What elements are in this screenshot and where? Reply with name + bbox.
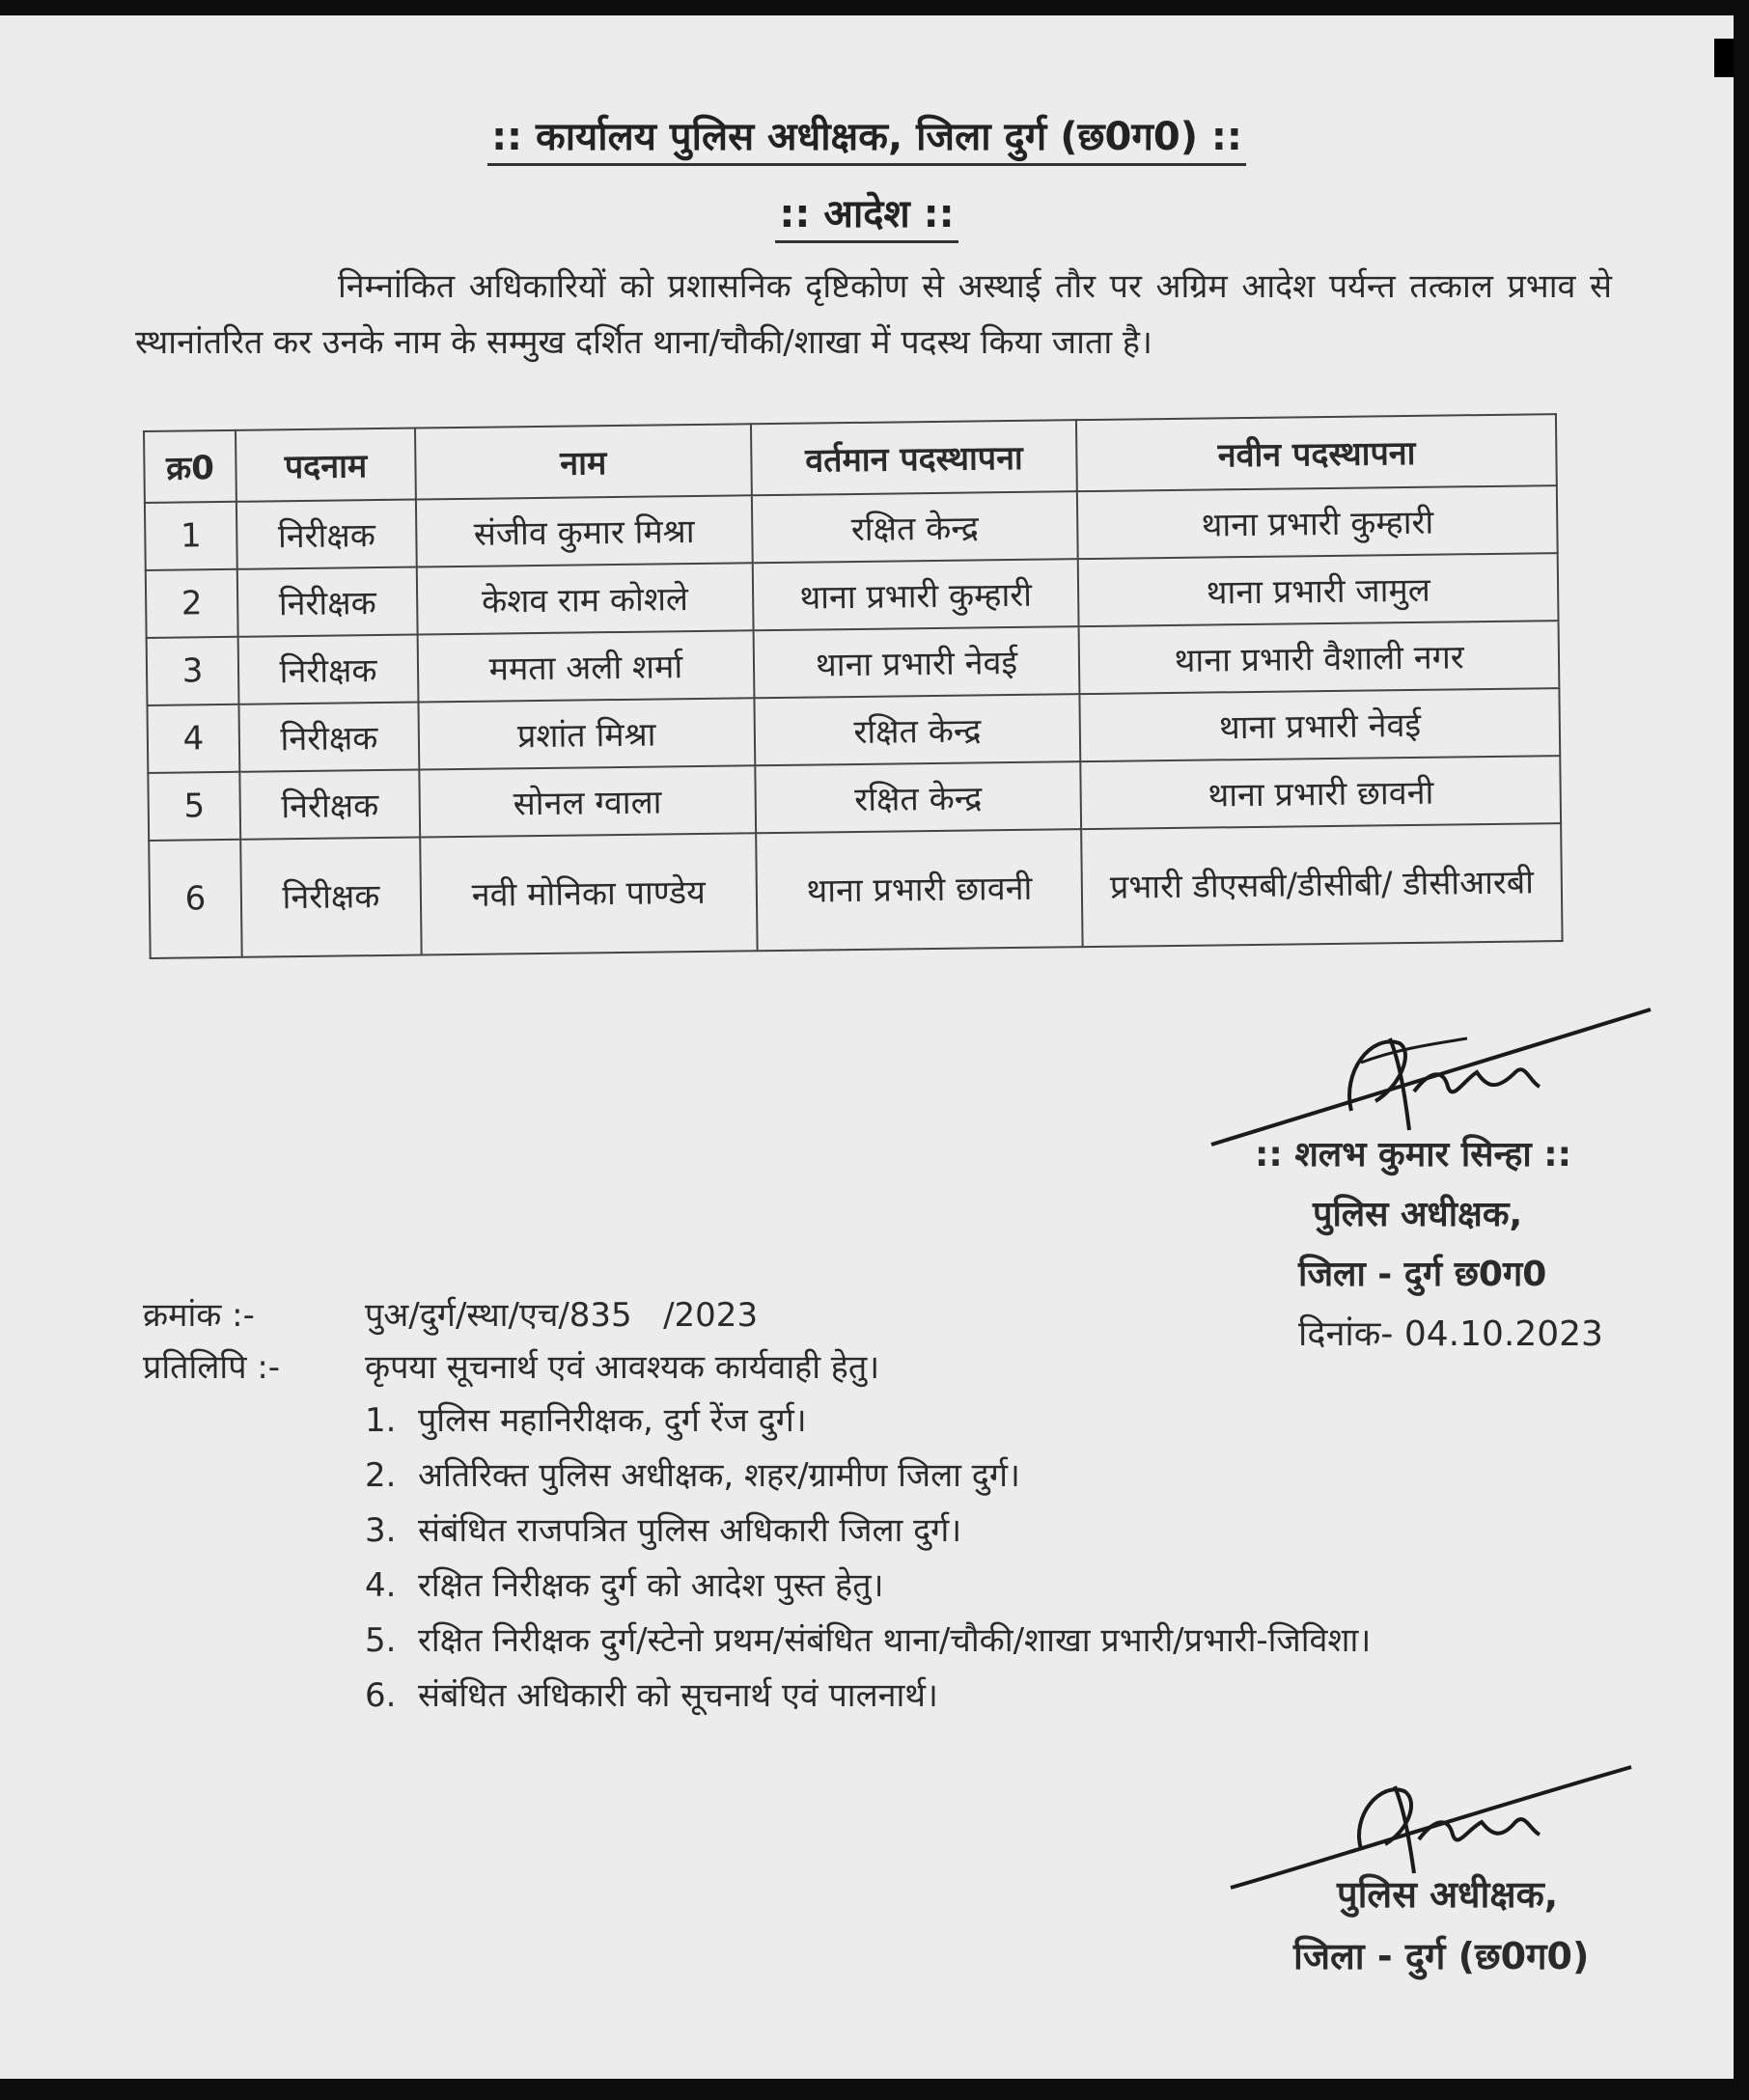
order-date: दिनांक- 04.10.2023 xyxy=(1298,1314,1603,1354)
footer-district: जिला - दुर्ग (छ0ग0) xyxy=(1293,1935,1590,1977)
reference-number-label: क्रमांक :- xyxy=(143,1296,255,1335)
copy-recipients-list xyxy=(365,1394,1371,1724)
cell-serial: 6 xyxy=(149,840,242,958)
cell-designation: निरीक्षक xyxy=(238,635,419,705)
list-item: 5. रक्षित निरीक्षक दुर्ग/स्टेनो प्रथम/संबंधित थाना/चौकी/शाखा प्रभारी/प्रभारी-जिविशा। xyxy=(365,1621,1372,1660)
signatory-district: जिला - दुर्ग छ0ग0 xyxy=(1298,1255,1547,1294)
document-page xyxy=(0,15,1734,2079)
signatory-block xyxy=(1255,1125,1603,1365)
cell-serial: 2 xyxy=(146,569,238,638)
cell-new-posting: थाना प्रभारी जामुल xyxy=(1078,553,1558,626)
cell-name: ममता अली शर्मा xyxy=(418,630,755,702)
list-item: 6. संबंधित अधिकारी को सूचनार्थ एवं पालनार्थ। xyxy=(365,1676,938,1715)
copy-text: कृपया सूचनार्थ एवं आवश्यक कार्यवाही हेतु। xyxy=(365,1348,880,1387)
signatory-name: :: शलभ कुमार सिन्हा :: xyxy=(1255,1135,1572,1174)
copy-row xyxy=(143,1341,879,1394)
cell-new-posting: थाना प्रभारी नेवई xyxy=(1080,688,1560,761)
header-new-posting: नवीन पदस्थापना xyxy=(1076,414,1557,491)
footer-signatory-block xyxy=(1293,1864,1589,1987)
scan-bottom-edge xyxy=(0,2079,1749,2100)
cell-serial: 4 xyxy=(147,705,239,773)
cell-designation: निरीक्षक xyxy=(237,567,418,637)
cell-designation: निरीक्षक xyxy=(239,770,420,840)
cell-current-posting: रक्षित केन्द्र xyxy=(755,761,1081,833)
transfer-table xyxy=(143,413,1564,959)
cell-new-posting: प्रभारी डीएसबी/डीसीबी/ डीसीआरबी xyxy=(1081,823,1562,947)
table-row xyxy=(149,823,1562,958)
list-item: 2. अतिरिक्त पुलिस अधीक्षक, शहर/ग्रामीण जिला दुर्ग। xyxy=(365,1456,1020,1495)
header-current-posting: वर्तमान पदस्थापना xyxy=(751,420,1077,495)
cell-serial: 5 xyxy=(148,772,240,841)
cell-name: प्रशांत मिश्रा xyxy=(418,698,755,769)
cell-current-posting: रक्षित केन्द्र xyxy=(754,694,1080,765)
cell-serial: 1 xyxy=(145,502,237,570)
scan-edge xyxy=(1714,39,1734,77)
cell-current-posting: थाना प्रभारी नेवई xyxy=(753,626,1079,698)
cell-current-posting: थाना प्रभारी छावनी xyxy=(756,829,1083,951)
order-title: :: आदेश :: xyxy=(775,185,958,243)
document-header xyxy=(0,108,1734,243)
office-title: :: कार्यालय पुलिस अधीक्षक, जिला दुर्ग (छ0ग0) :: xyxy=(487,108,1246,166)
cell-name: नवी मोनिका पाण्डेय xyxy=(420,833,757,954)
signatory-designation: पुलिस अधीक्षक, xyxy=(1313,1195,1523,1234)
cell-new-posting: थाना प्रभारी कुम्हारी xyxy=(1077,485,1557,559)
copy-label: प्रतिलिपि :- xyxy=(143,1348,281,1387)
cell-new-posting: थाना प्रभारी वैशाली नगर xyxy=(1079,621,1559,694)
reference-number-row xyxy=(143,1289,879,1341)
list-item: 4. रक्षित निरीक्षक दुर्ग को आदेश पुस्त हेतु। xyxy=(365,1566,884,1605)
cell-serial: 3 xyxy=(147,637,239,705)
header-serial: क्र0 xyxy=(144,430,236,503)
list-item: 3. संबंधित राजपत्रित पुलिस अधिकारी जिला दुर्ग। xyxy=(365,1511,962,1550)
intro-paragraph: निम्नांकित अधिकारियों को प्रशासनिक दृष्टिकोण से अस्थाई तौर पर अग्रिम आदेश पर्यन्त तत्काल प्रभाव से स्थानांतरित कर उनके नाम के सम्मुख दर्शित थाना/चौकी/शाखा में पदस्थ किया जाता है। xyxy=(135,267,1612,362)
reference-number: पुअ/दुर्ग/स्था/एच/835 /2023 xyxy=(365,1296,759,1335)
cell-designation: निरीक्षक xyxy=(236,500,417,569)
reference-block xyxy=(143,1289,879,1394)
list-item: 1. पुलिस महानिरीक्षक, दुर्ग रेंज दुर्ग। xyxy=(365,1401,807,1440)
footer-designation: पुलिस अधीक्षक, xyxy=(1337,1873,1559,1916)
cell-new-posting: थाना प्रभारी छावनी xyxy=(1081,756,1561,829)
cell-name: केशव राम कोशले xyxy=(417,563,754,634)
cell-name: सोनल ग्वाला xyxy=(419,765,756,837)
cell-current-posting: रक्षित केन्द्र xyxy=(752,491,1078,563)
cell-designation: निरीक्षक xyxy=(240,838,421,957)
header-designation: पदनाम xyxy=(236,428,416,502)
cell-name: संजीव कुमार मिश्रा xyxy=(416,495,753,566)
header-name: नाम xyxy=(415,424,752,499)
cell-current-posting: थाना प्रभारी कुम्हारी xyxy=(752,559,1078,630)
cell-designation: निरीक्षक xyxy=(239,703,420,772)
